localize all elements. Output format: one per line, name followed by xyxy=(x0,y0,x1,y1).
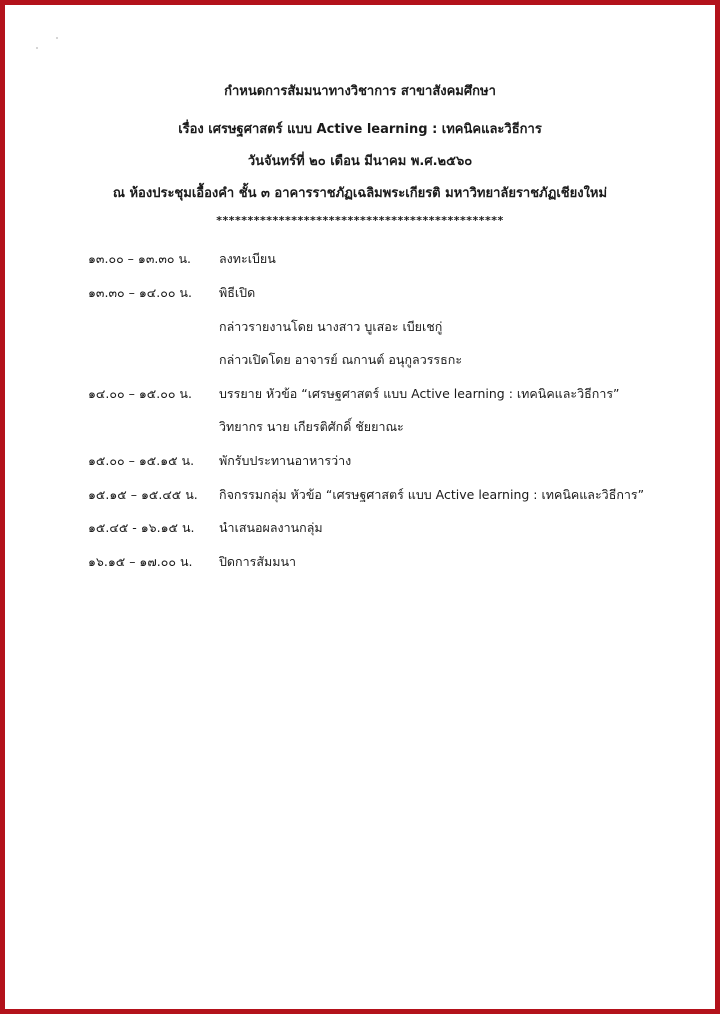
schedule-desc: วิทยากร นาย เกียรติศักดิ์ ชัยยาณะ xyxy=(219,419,404,434)
schedule-time: ๑๓.๓๐ – ๑๔.๐๐ น. xyxy=(88,285,192,300)
schedule-time: ๑๔.๐๐ – ๑๕.๐๐ น. xyxy=(88,386,192,401)
schedule-desc: บรรยาย หัวข้อ “เศรษฐศาสตร์ แบบ Active learning : เทคนิคและวิธีการ” xyxy=(219,386,620,401)
schedule-desc: กิจกรรมกลุ่ม หัวข้อ “เศรษฐศาสตร์ แบบ Active learning : เทคนิคและวิธีการ” xyxy=(219,487,645,502)
schedule-time: ๑๖.๑๕ – ๑๗.๐๐ น. xyxy=(88,554,193,569)
schedule-desc: กล่าวรายงานโดย นางสาว บูเสอะ เบียเชกู่ xyxy=(219,319,443,334)
schedule-desc: นำเสนอผลงานกลุ่ม xyxy=(219,520,323,535)
scan-speck xyxy=(56,37,58,39)
schedule-time: ๑๕.๔๕ - ๑๖.๑๕ น. xyxy=(88,520,195,535)
date-line: วันจันทร์ที่ ๒๐ เดือน มีนาคม พ.ศ.๒๕๖๐ xyxy=(247,154,473,169)
schedule-desc: ปิดการสัมมนา xyxy=(219,554,297,569)
scan-speck xyxy=(36,47,38,49)
schedule-desc: พิธีเปิด xyxy=(219,285,256,300)
schedule-desc: ลงทะเบียน xyxy=(219,251,276,266)
separator-stars: ********************************************** xyxy=(216,214,504,227)
schedule-desc: กล่าวเปิดโดย อาจารย์ ณกานต์ อนุกูลวรรธกะ xyxy=(219,352,463,367)
schedule-time: ๑๓.๐๐ – ๑๓.๓๐ น. xyxy=(88,251,192,266)
venue-line: ณ ห้องประชุมเอื้องคำ ชั้น ๓ อาคารราชภัฏเฉลิมพระเกียรติ มหาวิทยาลัยราชภัฏเชียงใหม่ xyxy=(112,186,608,201)
schedule-time: ๑๕.๐๐ – ๑๕.๑๕ น. xyxy=(88,453,195,468)
schedule-time: ๑๕.๑๕ – ๑๕.๔๕ น. xyxy=(88,487,198,502)
title-line: กำหนดการสัมมนาทางวิชาการ สาขาสังคมศึกษา xyxy=(224,84,496,99)
subject-line: เรื่อง เศรษฐศาสตร์ แบบ Active learning : เทคนิคและวิธีการ xyxy=(178,122,542,137)
schedule-desc: พักรับประทานอาหารว่าง xyxy=(219,453,352,468)
